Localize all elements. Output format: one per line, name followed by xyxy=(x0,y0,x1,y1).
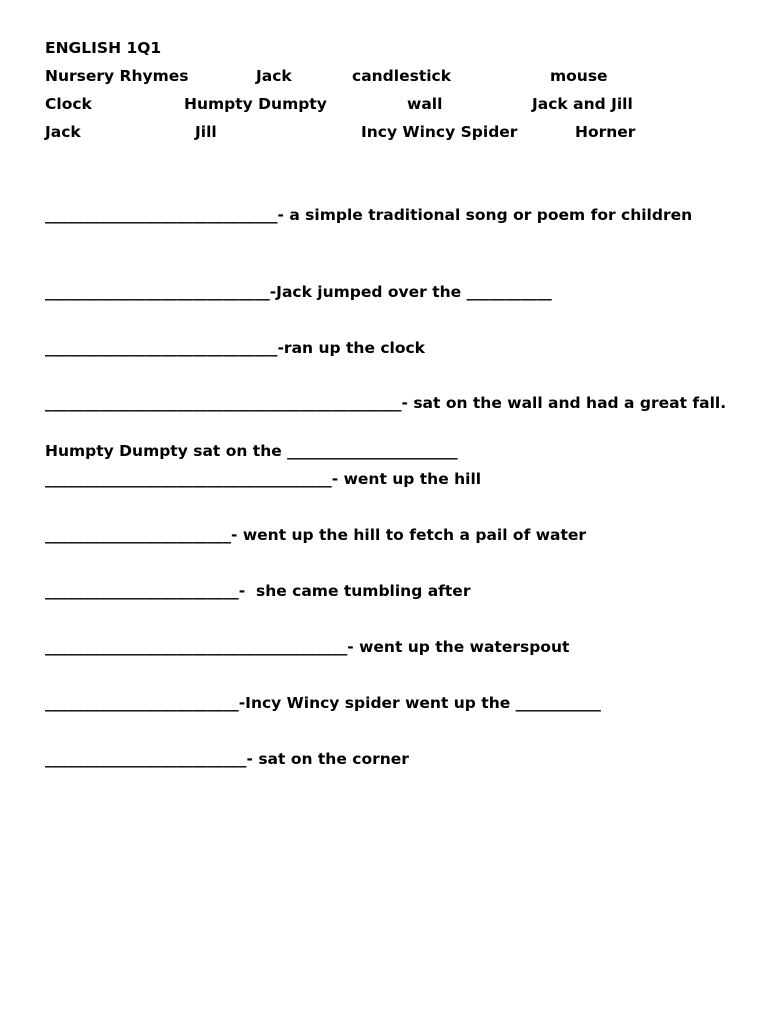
word-bank-item: wall xyxy=(407,95,443,113)
word-bank-item: Nursery Rhymes xyxy=(45,67,189,85)
word-bank-item: Incy Wincy Spider xyxy=(361,123,518,141)
question-item: __________________________- sat on the corner xyxy=(45,750,409,768)
word-bank-item: Jack xyxy=(256,67,292,85)
worksheet-title: ENGLISH 1Q1 xyxy=(45,39,162,57)
word-bank-item: Clock xyxy=(45,95,92,113)
question-item: ________________________- went up the hill to fetch a pail of water xyxy=(45,526,587,544)
word-bank-item: mouse xyxy=(550,67,608,85)
question-item: ______________________________-ran up the clock xyxy=(45,339,425,357)
question-item: _______________________________________- went up the waterspout xyxy=(45,638,570,656)
word-bank-item: Jack and Jill xyxy=(532,95,633,113)
word-bank-item: Jack xyxy=(45,123,81,141)
question-item: _____________________________________- went up the hill xyxy=(45,470,482,488)
word-bank-item: Jill xyxy=(195,123,217,141)
question-item: ______________________________________________- sat on the wall and had a great fall. xyxy=(45,394,727,412)
word-bank-item: candlestick xyxy=(352,67,452,85)
question-item: _________________________-Incy Wincy spider went up the ___________ xyxy=(45,694,601,712)
question-item: Humpty Dumpty sat on the ______________________ xyxy=(45,442,458,460)
question-item: _____________________________-Jack jumped over the ___________ xyxy=(45,283,552,301)
question-item: ______________________________- a simple traditional song or poem for children xyxy=(45,206,693,224)
word-bank-item: Humpty Dumpty xyxy=(184,95,327,113)
question-item: _________________________- she came tumbling after xyxy=(45,582,471,600)
word-bank-item: Horner xyxy=(575,123,636,141)
